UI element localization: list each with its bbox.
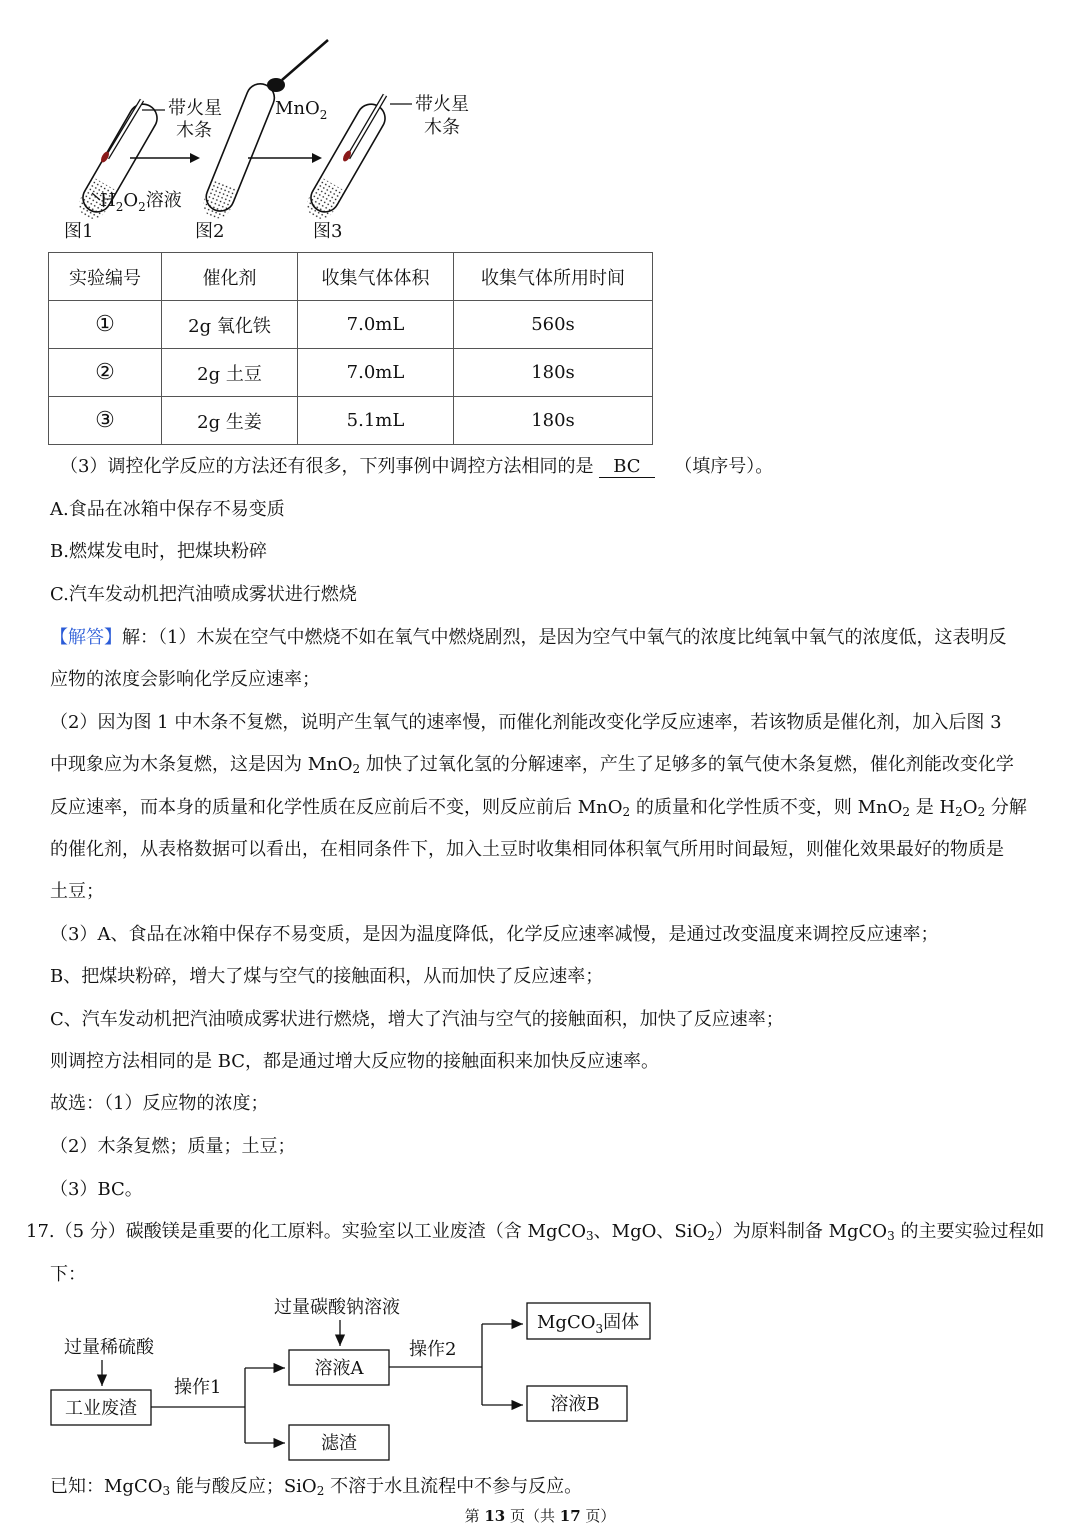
label-stick-1-line2: 木条 — [176, 120, 212, 141]
label-h2o2: $H_2O_2$溶液 — [100, 190, 182, 214]
solution-line: 反应速率，而本身的质量和化学性质在反应前后不变，则反应前后 MnO$_2$ 的质量和化学性质不变，则 MnO$_2$ 是 $H_2O_2$ 分解 — [50, 797, 1027, 819]
table-header: 催化剂 — [162, 253, 298, 301]
table-cell: 560s — [454, 301, 653, 349]
solution-line: （2）因为图 1 中木条不复燃，说明产生氧气的速率慢，而催化剂能改变化学反应速率，若该物质是催化剂，加入后图 3 — [50, 712, 1002, 733]
solution-line: B、把煤块粉碎，增大了煤与空气的接触面积，从而加快了反应速率； — [50, 966, 604, 987]
box-solution-b-label: 溶液B — [550, 1394, 600, 1415]
q3-option-a: A.食品在冰箱中保存不易变质 — [50, 499, 285, 520]
table-cell: 7.0mL — [298, 349, 454, 397]
box-industrial-waste-label: 工业废渣 — [65, 1398, 137, 1419]
answer-line: 故选：（1）反应物的浓度； — [50, 1093, 269, 1114]
q3-answer: BC — [599, 457, 654, 478]
question-17-line2: 下： — [50, 1264, 86, 1285]
table-cell: 2g 生姜 — [162, 397, 298, 445]
solution-tag: 【解答】 — [50, 627, 122, 648]
op2-label: 操作2 — [409, 1339, 457, 1360]
solution-line: 的催化剂，从表格数据可以看出，在相同条件下，加入土豆时收集相同体积氧气所用时间最短，则催化效果最好的物质是 — [50, 839, 1004, 860]
table-cell: ① — [49, 301, 162, 349]
fig-label-3: 图3 — [313, 221, 343, 242]
box-solution-a-label: 溶液A — [314, 1358, 364, 1379]
op1-label: 操作1 — [174, 1377, 222, 1398]
fig-label-2: 图2 — [195, 221, 225, 242]
flow-chart — [40, 1290, 680, 1470]
answer-line: （2）木条复燃；质量；土豆； — [50, 1136, 296, 1157]
solution-line: 中现象应为木条复燃，这是因为 MnO$_2$ 加快了过氧化氢的分解速率，产生了足够多的氧气使木条复燃，催化剂能改变化学 — [50, 754, 1014, 776]
solution-line — [50, 627, 1006, 649]
spoon — [282, 40, 328, 80]
total-pages: 17 — [559, 1507, 581, 1525]
page-number: 13 — [484, 1507, 506, 1525]
answer-line: （3）BC。 — [50, 1179, 143, 1200]
label-stick-3-line1: 带火星 — [415, 94, 469, 115]
table-cell: 180s — [454, 349, 653, 397]
label-mno2: MnO$_2$ — [275, 98, 328, 122]
solution-line: （3）A、食品在冰箱中保存不易变质，是因为温度降低，化学反应速率减慢，是通过改变温度来调控反应速率； — [50, 924, 939, 945]
table-cell: 7.0mL — [298, 301, 454, 349]
table-cell: 180s — [454, 397, 653, 445]
reagent-sodium-carbonate: 过量碳酸钠溶液 — [274, 1297, 400, 1318]
solution-line: 应物的浓度会影响化学反应速率； — [50, 669, 320, 690]
label-stick-3-line2: 木条 — [424, 117, 460, 138]
label-stick-1-line1: 带火星 — [168, 98, 222, 119]
table-header: 收集气体所用时间 — [454, 253, 653, 301]
solution-text: 解：（1）木炭在空气中燃烧不如在氧气中燃烧剧烈，是因为空气中氧气的浓度比纯氧中氧气的浓度低，这表明反 — [122, 627, 1007, 648]
table-row — [49, 301, 653, 349]
test-tube-figure — [50, 30, 570, 248]
table-header-row — [49, 253, 653, 301]
q3-option-b: B.燃煤发电时，把煤块粉碎 — [50, 541, 267, 562]
box-residue-label: 滤渣 — [321, 1433, 357, 1454]
q3-suffix: （填序号）。 — [674, 456, 774, 477]
experiment-table — [48, 252, 653, 445]
table-cell: 2g 土豆 — [162, 349, 298, 397]
mno2-powder — [267, 78, 285, 92]
solution-line: C、汽车发动机把汽油喷成雾状进行燃烧，增大了汽油与空气的接触面积，加快了反应速率； — [50, 1009, 784, 1030]
solution-line: 土豆； — [50, 881, 104, 902]
box-mgco3-solid-label: MgCO$_3$固体 — [537, 1312, 640, 1336]
fig-label-1: 图1 — [64, 221, 94, 242]
q3-option-c: C.汽车发动机把汽油喷成雾状进行燃烧 — [50, 584, 357, 605]
page-footer: 第 13 页（共 17 页） — [464, 1507, 616, 1525]
table-row — [49, 397, 653, 445]
known-note: 已知：MgCO$_3$ 能与酸反应；SiO$_2$ 不溶于水且流程中不参与反应。 — [50, 1476, 583, 1498]
q3-prefix: （3）调控化学反应的方法还有很多，下列事例中调控方法相同的是 — [60, 456, 594, 477]
table-header: 收集气体体积 — [298, 253, 454, 301]
question-3 — [60, 456, 773, 478]
table-cell: ② — [49, 349, 162, 397]
solution-line: 则调控方法相同的是 BC，都是通过增大反应物的接触面积来加快反应速率。 — [50, 1051, 660, 1072]
question-17-line1: 17.（5 分）碳酸镁是重要的化工原料。实验室以工业废渣（含 MgCO$_3$、MgO、SiO$_2$）为原料制备 MgCO$_3$ 的主要实验过程如 — [26, 1221, 1045, 1243]
table-cell: 5.1mL — [298, 397, 454, 445]
table-cell: ③ — [49, 397, 162, 445]
table-row — [49, 349, 653, 397]
reagent-dilute-sulfuric-acid: 过量稀硫酸 — [64, 1337, 154, 1358]
table-cell: 2g 氧化铁 — [162, 301, 298, 349]
table-header: 实验编号 — [49, 253, 162, 301]
